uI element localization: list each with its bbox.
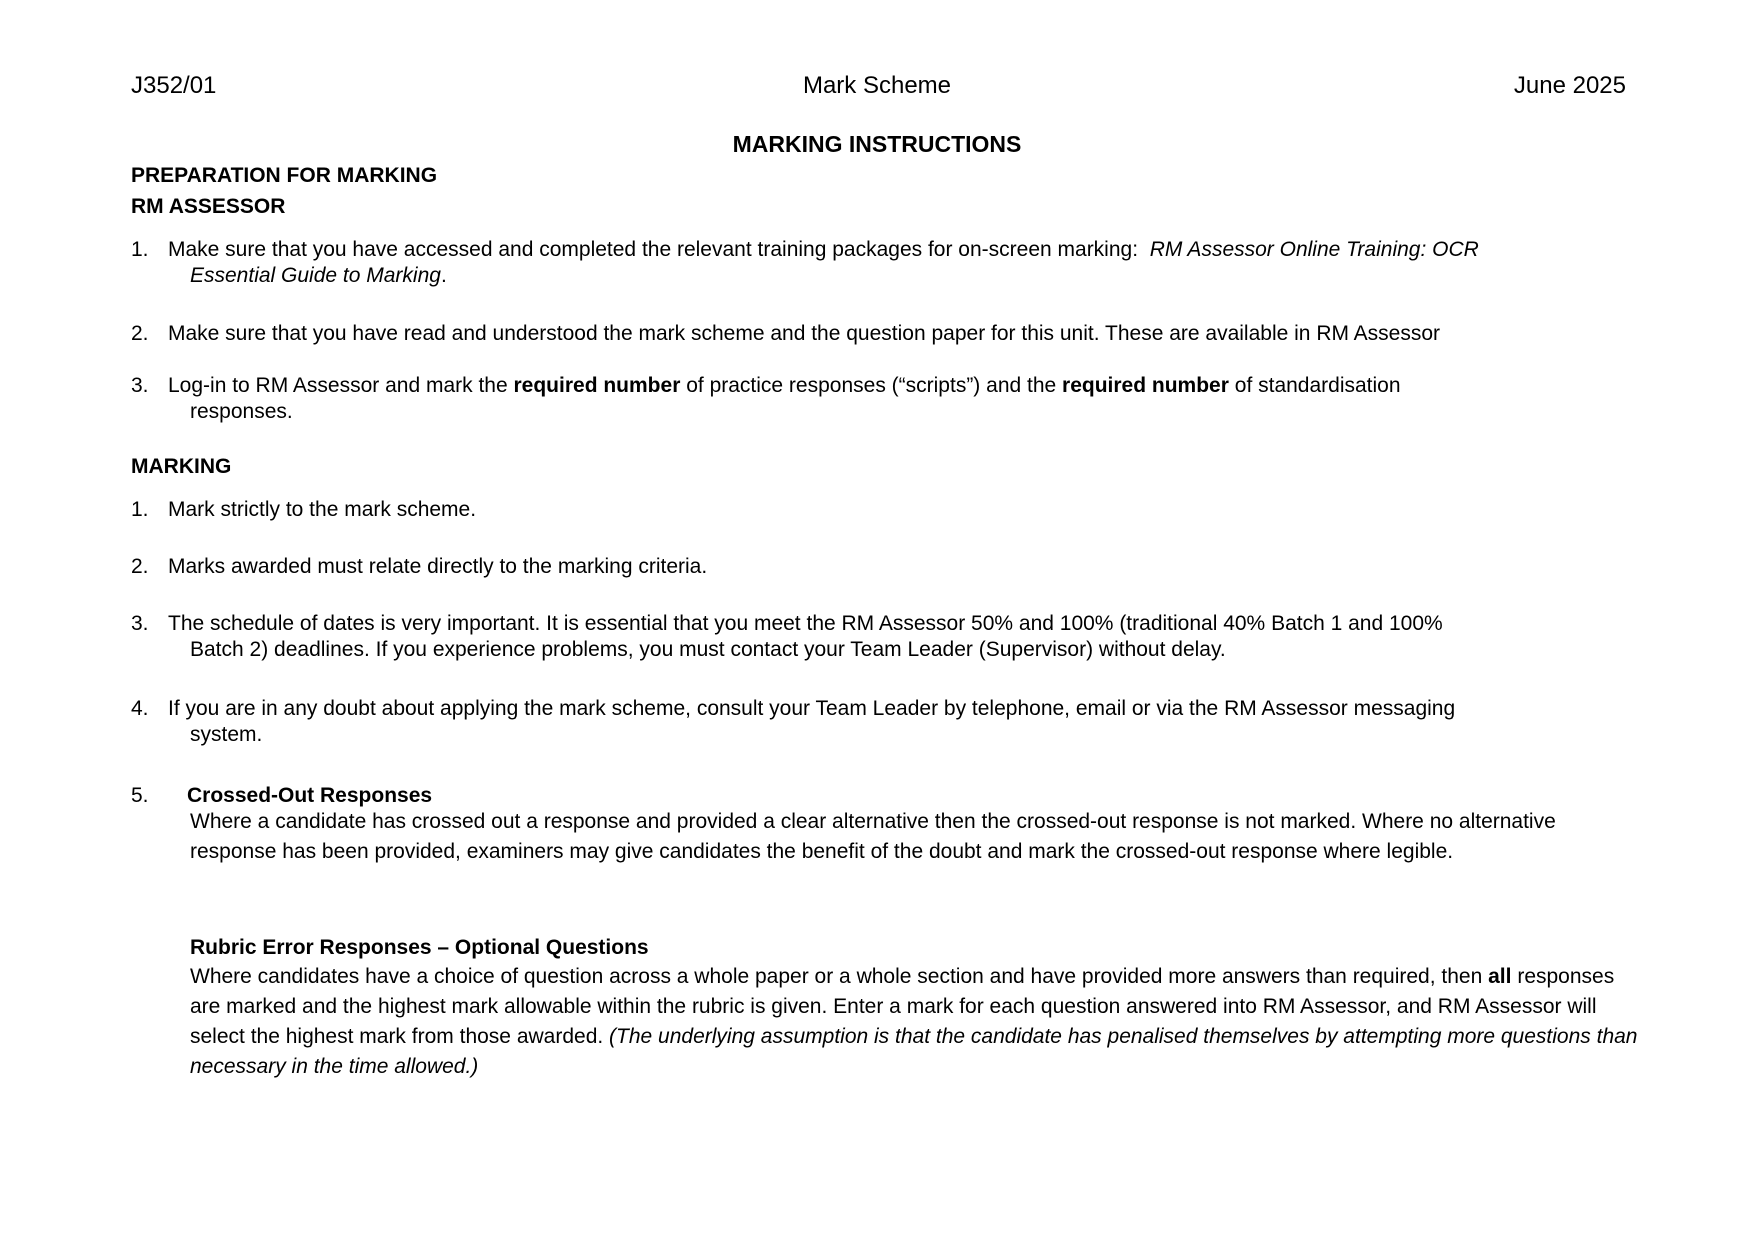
prep-heading: PREPARATION FOR MARKING — [131, 164, 438, 187]
prep-item-3-part-2: of practice responses (“scripts”) and the — [686, 374, 1057, 397]
page-title: MARKING INSTRUCTIONS — [732, 131, 1022, 157]
marking-item-5-number: 5. — [131, 784, 149, 807]
rm-assessor-heading: RM ASSESSOR — [131, 195, 286, 218]
prep-item-3-part-1: Log-in to RM Assessor and mark the — [168, 374, 508, 397]
rubric-part-2: responses are marked and the highest mark allowable within the rubric is given. Enter a mark for each question answered into RM Assessor, and RM Assessor will select the highest mark from those awarded. — [190, 965, 1615, 1048]
prep-item-2-text: Make sure that you have read and understood the mark scheme and the question paper for this unit. These are available in RM Assessor — [168, 322, 1441, 345]
marking-item-4-number: 4. — [131, 697, 149, 720]
prep-item-3-line-2: responses. — [190, 400, 293, 423]
rubric-text — [190, 962, 1640, 1082]
prep-item-1-number: 1. — [131, 238, 149, 261]
prep-item-3-bold-1: required number — [513, 374, 681, 397]
marking-heading: MARKING — [131, 455, 232, 478]
crossed-out-heading: Crossed-Out Responses — [187, 784, 433, 807]
paper-code: J352/01 — [131, 72, 217, 99]
prep-item-2-number: 2. — [131, 322, 149, 345]
rubric-italic: (The underlying assumption is that the candidate has penalised themselves by attempting more questions than necessary in the time allowed.) — [190, 1025, 1638, 1078]
prep-item-1-italic-2: Essential Guide to Marking — [190, 264, 441, 287]
marking-item-3-line-2: Batch 2) deadlines. If you experience problems, you must contact your Team Leader (Supervisor) without delay. — [190, 638, 1226, 661]
crossed-out-text: Where a candidate has crossed out a response and provided a clear alternative then the crossed-out response is not marked. Where no alternative response has been provided, examiners may give candidates the benefit of the doubt and mark the crossed-out response where legible. — [190, 810, 1556, 863]
prep-item-1-line-1 — [168, 237, 1479, 263]
marking-item-4-line-2: system. — [190, 723, 263, 746]
document-date: June 2025 — [1513, 72, 1626, 99]
rubric-part-1: Where candidates have a choice of question across a whole paper or a whole section and have provided more answers than required, then — [190, 965, 1483, 988]
prep-item-1-line-2 — [190, 263, 447, 289]
prep-item-3-number: 3. — [131, 374, 149, 397]
prep-item-1-text: Make sure that you have accessed and completed the relevant training packages for on-screen marking: — [168, 238, 1139, 261]
marking-item-2-text: Marks awarded must relate directly to the marking criteria. — [168, 555, 708, 578]
marking-item-1-number: 1. — [131, 498, 149, 521]
prep-item-3-bold-2: required number — [1062, 374, 1229, 397]
rubric-heading: Rubric Error Responses – Optional Questions — [190, 936, 649, 959]
rubric-bold: all — [1488, 965, 1512, 988]
prep-item-1-end: . — [440, 264, 447, 287]
prep-item-1-italic: RM Assessor Online Training: OCR — [1149, 238, 1479, 261]
marking-item-4-line-1: If you are in any doubt about applying the mark scheme, consult your Team Leader by telephone, email or via the RM Assessor messaging — [168, 697, 1456, 720]
marking-item-3-line-1: The schedule of dates is very important. It is essential that you meet the RM Assessor 50% and 100% (traditional 40% Batch 1 and 100% — [168, 612, 1443, 635]
prep-item-3-part-3: of standardisation — [1234, 374, 1401, 397]
document-title: Mark Scheme — [802, 72, 952, 99]
marking-item-3-number: 3. — [131, 612, 149, 635]
marking-item-1-text: Mark strictly to the mark scheme. — [168, 498, 477, 521]
prep-item-3-line-1 — [168, 373, 1401, 399]
marking-item-2-number: 2. — [131, 555, 149, 578]
